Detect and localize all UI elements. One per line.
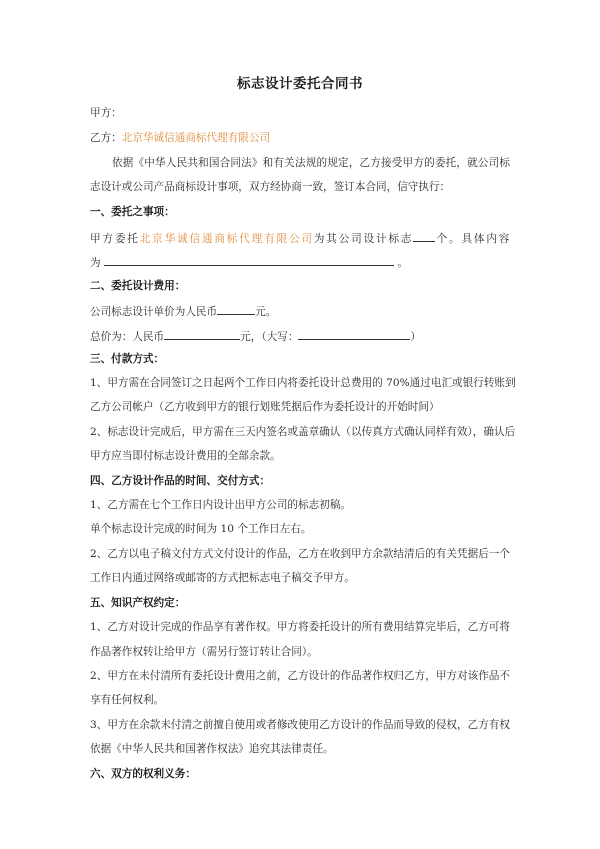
total-price-label: 总价为：人民币 [90, 331, 165, 343]
intro-line-2: 志设计或公司产品商标设计事项，双方经协商一致，签订本合同，信守执行： [90, 181, 451, 193]
unit-price-blank [217, 303, 255, 315]
logo-count-blank [413, 230, 435, 242]
section-5-para-3-line-1: 3、甲方在余款未付清之前擅自使用或者修改使用乙方设计的作品而导致的侵权，乙方有权 [90, 719, 510, 731]
section-5-para-2-line-1: 2、甲方在未付清所有委托设计费用之前，乙方设计的作品著作权归乙方，甲方对该作品不 [90, 670, 510, 682]
total-price-blank [164, 328, 240, 340]
content-blank [104, 254, 394, 266]
section-3-para-2-line-2: 甲方应当即付标志设计费用的全部余款。 [90, 450, 281, 462]
section-5-para-1-line-2: 作品著作权转让给甲方（需另行签订转让合同）。 [90, 646, 318, 658]
section-2-line-2 [90, 328, 421, 344]
section-2-heading: 二、委托设计费用： [90, 280, 186, 292]
total-price-capital-label: 元，（大写： [240, 331, 299, 343]
party-a-line: 甲方： [90, 107, 122, 119]
section-1-heading: 一、委托之事项： [90, 206, 175, 218]
section-5-para-1-line-1: 1、乙方对设计完成的作品享有著作权。甲方将委托设计的所有费用结算完毕后，乙方可将 [90, 621, 510, 633]
section-2-line-1 [90, 303, 276, 319]
section-5-para-3-line-2: 依据《中华人民共和国著作权法》追究其法律责任。 [90, 743, 334, 755]
section-1-line-1 [90, 230, 510, 246]
section-1-text-a: 甲方委托 [90, 233, 140, 245]
document-title: 标志设计委托合同书 [237, 76, 363, 92]
section-5-para-2-line-2: 享有任何权利。 [90, 694, 165, 706]
section-4-line-4: 工作日内通过网络或邮寄的方式把标志电子稿交予甲方。 [90, 572, 355, 584]
section-1-text-c: 为其公司设计标志 [313, 233, 414, 245]
unit-price-unit: 元。 [255, 306, 277, 318]
unit-price-label: 公司标志设计单价为人民币 [90, 306, 218, 318]
capital-amount-blank [298, 328, 410, 340]
section-3-para-1-line-2: 乙方公司帐户（乙方收到甲方的银行划账凭据后作为委托设计的开始时间） [90, 401, 440, 413]
section-3-para-1-line-1: 1、甲方需在合同签订之日起两个工作日内将委托设计总费用的 70%通过电汇或银行转账到 [90, 377, 516, 389]
party-b-line [90, 131, 270, 145]
section-1-line-2 [90, 254, 408, 270]
section-6-heading: 六、双方的权利义务： [90, 768, 196, 780]
total-price-close: ） [410, 331, 422, 343]
section-4-heading: 四、乙方设计作品的时间、交付方式： [90, 475, 271, 487]
section-1-line-2-prefix: 为 [90, 257, 101, 269]
section-1-text-d: 个。具体内容 [435, 233, 510, 245]
section-1-company-name: 北京华诚信通商标代理有限公司 [139, 233, 314, 245]
section-4-line-3: 2、乙方以电子稿文付方式文付设计的作品，乙方在收到甲方余款结清后的有关凭据后一个 [90, 548, 510, 560]
section-3-para-2-line-1: 2、标志设计完成后，甲方需在三天内签名或盖章确认（以传真方式确认同样有效），确认后 [90, 426, 516, 438]
section-5-heading: 五、知识产权约定： [90, 597, 186, 609]
section-3-heading: 三、付款方式： [90, 353, 165, 365]
intro-line-1: 依据《中华人民共和国合同法》和有关法规的规定，乙方接受甲方的委托，就公司标 [112, 157, 510, 169]
section-4-line-1: 1、乙方需在七个工作日内设计出甲方公司的标志初稿。 [90, 499, 351, 511]
section-1-line-2-suffix: 。 [397, 257, 408, 269]
party-b-label: 乙方： [90, 132, 122, 144]
section-4-line-2: 单个标志设计完成的时间为 10 个工作日左右。 [90, 523, 312, 535]
party-b-name: 北京华诚信通商标代理有限公司 [121, 132, 271, 144]
